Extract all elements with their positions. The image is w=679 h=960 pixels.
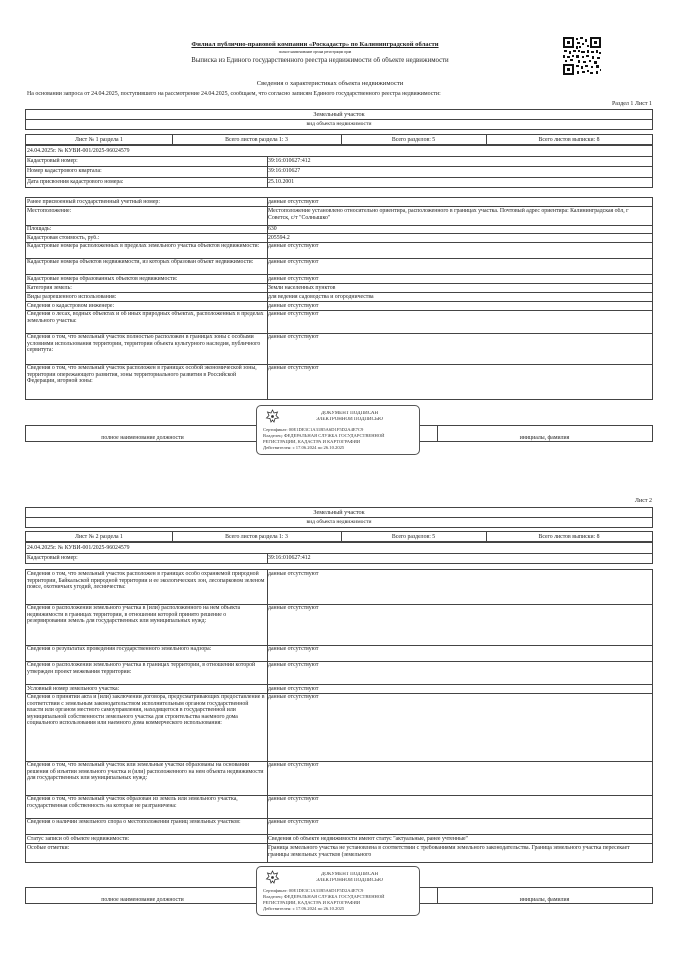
row-label: Сведения о расположении земельного участка в границах территории, в отношении которой утвержден проект межевания территории: bbox=[27, 662, 256, 675]
stamp-line: Сертификат: 00E1DE3C1A31B5A6D1F5D2A4E7C9 bbox=[263, 888, 364, 893]
permitted-use-value: для ведения садоводства и огородничества bbox=[268, 294, 374, 300]
section-label: Раздел 1 Лист 1 bbox=[611, 101, 652, 107]
emblem-icon bbox=[265, 409, 280, 425]
row-value: данные отсутствуют bbox=[268, 334, 319, 340]
extract-title: Выписка из Единого государственного реестра недвижимости об объекте недвижимости bbox=[191, 57, 449, 64]
row-label: Сведения о том, что земельный участок образован из земель или земельного участка, государственная собственность на которые не разграничена: bbox=[27, 796, 238, 809]
sections-total: Всего разделов: 5 bbox=[391, 137, 436, 143]
row-label: Кадастровая стоимость, руб.: bbox=[27, 235, 100, 241]
e-signature-stamp-2 bbox=[256, 866, 420, 916]
location-value: Местоположение установлено относительно ориентира, расположенного в границах участка. Почтовый адрес ориентира: Калининградская обл, г Советск, с/т "Солнышко" bbox=[268, 208, 629, 221]
row-label: Сведения о результатах проведения государственного земельного надзора: bbox=[27, 646, 212, 652]
row-label: Сведения о расположении земельного участка в (или) расположенного на нем объекта недвижимости в границах территории, в отношении которой принято решение о резервировании земель для государственных или муниципальных нужд: bbox=[27, 605, 241, 625]
stamp-line: ЭЛЕКТРОННОЙ ПОДПИСЬЮ bbox=[316, 878, 383, 883]
row-label: Местоположение: bbox=[27, 208, 72, 214]
row-value: данные отсутствуют bbox=[268, 605, 319, 611]
row-label: Площадь: bbox=[27, 226, 52, 232]
row-label: Кадастровые номера расположенных в пределах земельного участка объектов недвижимости: bbox=[27, 243, 260, 249]
row-label: Сведения о том, что земельный участок расположен в границах особой экономической зоны, территории опережающего развития, зоны территориального развития в Российской Федерации, игорной зоны: bbox=[27, 365, 257, 385]
stamp-line: ЭЛЕКТРОННОЙ ПОДПИСЬЮ bbox=[316, 417, 383, 422]
e-signature-stamp-1 bbox=[256, 405, 420, 455]
row-value: данные отсутствуют bbox=[268, 365, 319, 371]
stamp-line: ДОКУМЕНТ ПОДПИСАН bbox=[320, 872, 379, 877]
stamp-line: Сертификат: 00E1DE3C1A31B5A6D1F5D2A4E7C9 bbox=[263, 427, 364, 432]
sheet-number: Лист № 2 раздела 1 bbox=[75, 534, 123, 540]
stamp-line: ДОКУМЕНТ ПОДПИСАН bbox=[320, 411, 379, 416]
row-value: данные отсутствуют bbox=[268, 694, 319, 700]
row-label: Кадастровый номер: bbox=[27, 158, 78, 164]
section-sheets-total: Всего листов раздела 1: 3 bbox=[225, 534, 288, 540]
characteristics-table-2 bbox=[25, 569, 653, 863]
sheet-2-label: Лист 2 bbox=[634, 498, 652, 504]
section-title: Сведения о характеристиках объекта недвижимости bbox=[256, 80, 404, 87]
row-label: Сведения о том, что земельный участок полностью расположен в границах зоны с особыми условиями использования территории, территории объекта культурного наследия, публичного сервитута: bbox=[27, 334, 261, 354]
row-value: данные отсутствуют bbox=[268, 199, 319, 205]
record-status-value: Сведения об объекте недвижимости имеют статус "актуальные, ранее учтенные" bbox=[268, 836, 468, 842]
object-type: Земельный участок bbox=[313, 509, 365, 516]
sheet-info-row-1 bbox=[25, 134, 653, 145]
object-type: Земельный участок bbox=[313, 111, 365, 118]
row-value: данные отсутствуют bbox=[268, 819, 319, 825]
intro-text: На основании запроса от 24.04.2025, поступившего на рассмотрение 24.04.2025, сообщаем, что согласно записям Единого государственного реестра недвижимости: bbox=[27, 91, 441, 97]
stamp-line: Действителен: с 17.06.2024 по 26.10.2025 bbox=[263, 445, 345, 450]
row-label: Сведения о лесах, водных объектах и об иных природных объектах, расположенных в пределах земельного участка: bbox=[27, 311, 264, 324]
stamp-line: РЕГИСТРАЦИИ, КАДАСТРА И КАРТОГРАФИИ bbox=[263, 900, 361, 905]
emblem-icon bbox=[265, 870, 280, 886]
stamp-line: Действителен: с 17.06.2024 по 26.10.2025 bbox=[263, 906, 345, 911]
row-label: Сведения о принятии акта и (или) заключении договора, предусматривающих предоставление в соответствии с земельным законодательством исполнительным органом государственной власти или органом местного самоуправления, находящегося в государственной или муниципальной собственности земельного участка для строительства наемного дома социального использования или наемного дома коммерческого использования: bbox=[27, 694, 265, 727]
cadastral-number: 39:16:010627:412 bbox=[268, 158, 311, 164]
special-notes-value: Граница земельного участка не установлена в соответствии с требованиями земельного законодательства. Граница земельного участка пересекает границы земельных участков (земельного bbox=[268, 845, 630, 858]
row-label: Категория земель: bbox=[27, 285, 72, 291]
position-caption: полное наименование должности bbox=[101, 435, 184, 441]
land-category-value: Земли населенных пунктов bbox=[268, 285, 336, 291]
area-value: 630 bbox=[268, 226, 277, 232]
row-label: Ранее присвоенный государственный учетный номер: bbox=[27, 199, 160, 205]
stamp-line: Владелец: ФЕДЕРАЛЬНАЯ СЛУЖБА ГОСУДАРСТВЕННОЙ bbox=[263, 433, 385, 438]
qr-code bbox=[562, 36, 602, 76]
row-label: Статус записи об объекте недвижимости: bbox=[27, 836, 130, 842]
agency-title: Филиал публично-правовой компании «Роскадастр» по Калининградской области bbox=[191, 41, 439, 48]
object-caption: вид объекта недвижимости bbox=[306, 519, 372, 525]
sheet-number: Лист № 1 раздела 1 bbox=[75, 137, 123, 143]
quarter-number: 39:16:010627 bbox=[268, 168, 301, 174]
cadastral-number: 39:16:010627:412 bbox=[268, 555, 311, 561]
row-label: Сведения о том, что земельный участок или земельные участки образованы на основании решения об изъятии земельного участка и (или) расположенного на нем объекта недвижимости для государственных или муниципальных нужд: bbox=[27, 762, 264, 782]
stamp-line: Владелец: ФЕДЕРАЛЬНАЯ СЛУЖБА ГОСУДАРСТВЕННОЙ bbox=[263, 894, 385, 899]
row-label: Номер кадастрового квартала: bbox=[27, 168, 102, 174]
agency-caption: полное наименование органа регистрации прав bbox=[278, 50, 352, 54]
row-label: Сведения о наличии земельного спора о местоположении границ земельных участков: bbox=[27, 819, 241, 825]
row-label: Сведения о том, что земельный участок расположен в границах особо охраняемой природной территории, Байкальской природной территории и ее экологических зон, лесопарковом зеленом поясе, охотничьих угодий, лесничества: bbox=[27, 571, 265, 591]
assignment-date: 25.10.2001 bbox=[268, 179, 295, 185]
sections-total: Всего разделов: 5 bbox=[391, 534, 436, 540]
row-label: Кадастровые номера объектов недвижимости, из которых образован объект недвижимости: bbox=[27, 259, 254, 265]
row-value: данные отсутствуют bbox=[268, 796, 319, 802]
row-value: данные отсутствуют bbox=[268, 662, 319, 668]
row-label: Виды разрешенного использования: bbox=[27, 294, 117, 300]
row-value: данные отсутствуют bbox=[268, 311, 319, 317]
object-caption: вид объекта недвижимости bbox=[306, 121, 372, 127]
row-value: данные отсутствуют bbox=[268, 276, 319, 282]
row-label: Условный номер земельного участка: bbox=[27, 686, 120, 692]
section-sheets-total: Всего листов раздела 1: 3 bbox=[225, 137, 288, 143]
row-label: Особые отметки: bbox=[27, 845, 70, 851]
row-value: данные отсутствуют bbox=[268, 259, 319, 265]
position-caption: полное наименование должности bbox=[101, 897, 184, 903]
row-value: данные отсутствуют bbox=[268, 686, 319, 692]
request-id: 24.04.2025г. № КУВИ-001/2025-96024579 bbox=[27, 545, 130, 551]
name-caption: инициалы, фамилия bbox=[519, 435, 570, 441]
object-box-1 bbox=[25, 109, 653, 130]
row-label: Кадастровый номер: bbox=[27, 555, 78, 561]
row-value: данные отсутствуют bbox=[268, 646, 319, 652]
row-label: Сведения о кадастровом инженере: bbox=[27, 303, 115, 309]
characteristics-table-1 bbox=[25, 197, 653, 400]
extract-sheets-total: Всего листов выписки: 8 bbox=[538, 137, 600, 143]
row-label: Дата присвоения кадастрового номера: bbox=[27, 179, 124, 185]
row-value: данные отсутствуют bbox=[268, 243, 319, 249]
row-value: данные отсутствуют bbox=[268, 762, 319, 768]
sheet-info-row-2 bbox=[25, 531, 653, 542]
cadastral-table-1 bbox=[25, 145, 653, 188]
row-value: данные отсутствуют bbox=[268, 571, 319, 577]
object-box-2 bbox=[25, 507, 653, 528]
request-id: 24.04.2025г. № КУВИ-001/2025-96024579 bbox=[27, 148, 130, 154]
stamp-line: РЕГИСТРАЦИИ, КАДАСТРА И КАРТОГРАФИИ bbox=[263, 439, 361, 444]
cadastral-cost-value: 205594.2 bbox=[268, 235, 290, 241]
cadastral-table-2 bbox=[25, 542, 653, 564]
row-value: данные отсутствуют bbox=[268, 303, 319, 309]
extract-sheets-total: Всего листов выписки: 8 bbox=[538, 534, 600, 540]
name-caption: инициалы, фамилия bbox=[519, 897, 570, 903]
row-label: Кадастровые номера образованных объектов недвижимости: bbox=[27, 276, 178, 282]
